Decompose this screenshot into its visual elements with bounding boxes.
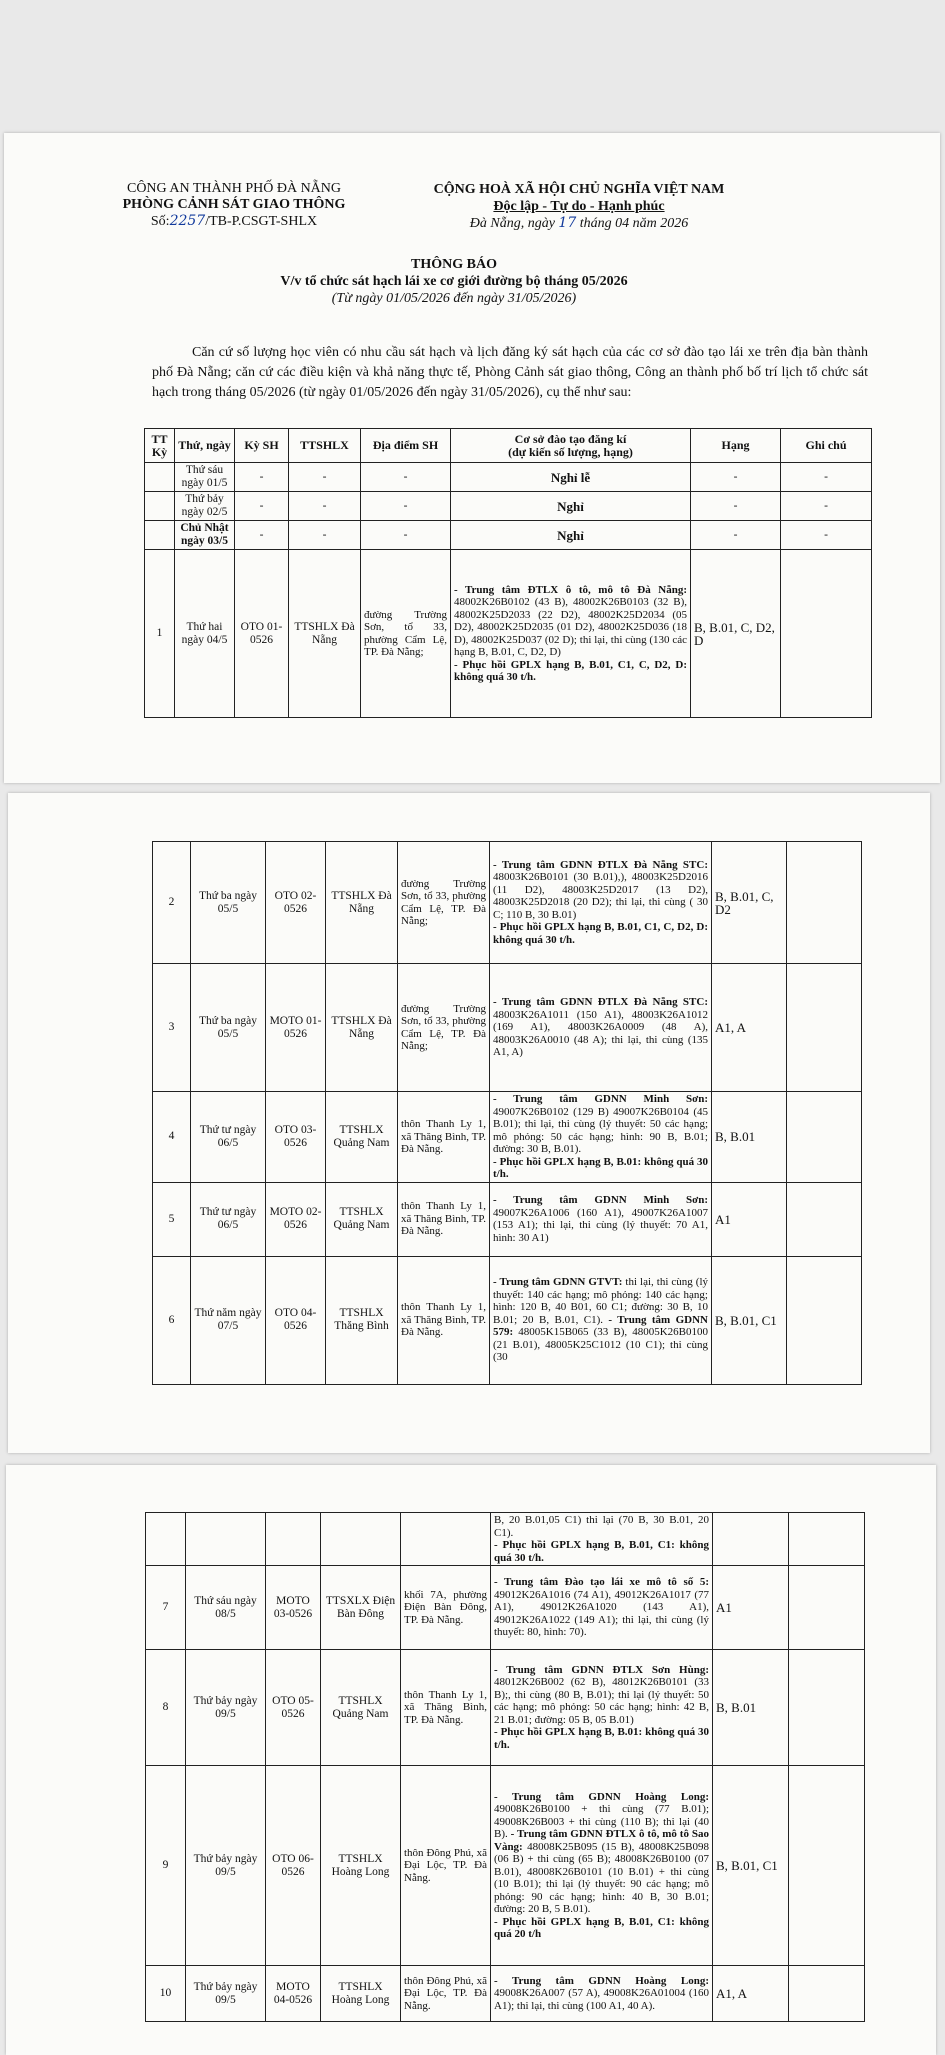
nation-name: CỘNG HOÀ XÃ HỘI CHỦ NGHĨA VIỆT NAM xyxy=(433,182,725,197)
cell-code: MOTO 02-0526 xyxy=(266,1182,326,1256)
cell-school xyxy=(490,964,712,1092)
cell-location: đường Trường Sơn, tổ 33, phường Cẩm Lệ, TP. Đà Nẵng; xyxy=(361,550,451,718)
cell-center: - xyxy=(289,463,361,492)
cell-school xyxy=(451,550,691,718)
col-tt: TT Kỳ xyxy=(145,429,175,463)
cell-location: thôn Thanh Ly 1, xã Thăng Bình, TP. Đà Nẵng. xyxy=(398,1182,490,1256)
cell-location: thôn Đông Phú, xã Đại Lộc, TP. Đà Nẵng. xyxy=(401,1766,491,1966)
school-name: - Trung tâm GDNN ĐTLX Sơn Hùng: xyxy=(494,1663,709,1676)
school-name-2: - Trung tâm GDNN ĐTLX ô tô, mô tô Sao Vàng: xyxy=(494,1828,709,1853)
cell-tt: 4 xyxy=(153,1092,191,1183)
cell-tt: 1 xyxy=(145,550,175,718)
cell-class: B, B.01, C, D2, D xyxy=(691,550,781,718)
cell-center: TTSHLX Thăng Bình xyxy=(326,1256,398,1384)
cell-school: Nghỉ lễ xyxy=(451,463,691,492)
document-date xyxy=(379,215,779,232)
school-detail: 49012K26A1016 (74 A1), 49012K26A1017 (77 A1), 49012K26A1020 (143 A1), 49012K26A1022 (149 A1); thi lại, thi cùng (lý thuyết: 80, hình: 70). xyxy=(494,1588,709,1639)
col-code: Kỳ SH xyxy=(235,429,289,463)
cell-note xyxy=(789,1650,865,1766)
cell-class: A1, A xyxy=(713,1966,789,2022)
restore-note: - Phục hồi GPLX hạng B, B.01, C1, C, D2, D: không quá 30 t/h. xyxy=(454,658,687,683)
cell-code: - xyxy=(235,492,289,521)
cell-note: - xyxy=(781,492,872,521)
cell-class: B, B.01, C1 xyxy=(712,1256,787,1384)
cell-class: A1, A xyxy=(712,964,787,1092)
agency-header xyxy=(114,181,354,230)
school-detail: 48003K26A1011 (150 A1), 48003K26A1012 (169 A1), 48003K26A0009 (48 A), 48003K26A0010 (48 A); thi lại, thi cùng (135 A1, A) xyxy=(493,1008,708,1059)
cell-tt: 7 xyxy=(146,1566,186,1650)
intro-text: Căn cứ số lượng học viên có nhu cầu sát hạch và lịch đăng ký sát hạch của các cơ sở đào tạo lái xe trên địa bàn thành phố Đà Nẵng; căn cứ các điều kiện và khả năng thực tế, Phòng Cảnh sát giao thông, Công an thành phố bố trí lịch tổ chức sát hạch trong tháng 05/2026 (từ ngày 01/05/2026 đến ngày 31/05/2026), cụ thể như sau: xyxy=(152,345,868,400)
cell-school: Nghỉ xyxy=(451,521,691,550)
cell-school xyxy=(491,1513,713,1566)
school-detail: 48003K26B0101 (30 B.01),), 48003K25D2016 (11 D2), 48003K25D2017 (13 D2), 48003K25D2018 (20 D2); thi lại, thi cùng ( 30 C; 110 B, 30 B.01) xyxy=(493,871,708,921)
cell-tt: 3 xyxy=(153,964,191,1092)
cell-tt: 6 xyxy=(153,1256,191,1384)
schedule-table-part-2 xyxy=(152,841,862,1385)
school-detail: 49008K26A007 (57 A), 49008K26A01004 (160 A1); thi lại, thi cùng (100 A1, 40 A). xyxy=(494,1987,709,2012)
cell-school xyxy=(490,1092,712,1183)
cell-location: đường Trường Sơn, tổ 33, phường Cẩm Lệ, TP. Đà Nẵng; xyxy=(398,964,490,1092)
cell-class: B, B.01 xyxy=(712,1092,787,1183)
cell-center: TTSHLX Quảng Nam xyxy=(321,1650,401,1766)
date-day-handwritten: 17 xyxy=(558,215,577,231)
school-detail: B, 20 B.01,05 C1) thi lại (70 B, 30 B.01, 20 C1). xyxy=(494,1514,709,1539)
cell-center: TTSHLX Đà Nẵng xyxy=(326,842,398,964)
cell-note xyxy=(787,1182,862,1256)
notice-period: (Từ ngày 01/05/2026 đến ngày 31/05/2026) xyxy=(331,291,577,306)
col-school xyxy=(451,429,691,463)
cell-note xyxy=(789,1766,865,1966)
cell-day: Thứ bảy ngày 02/5 xyxy=(175,492,235,521)
table-row xyxy=(145,463,872,492)
cell-code: - xyxy=(235,521,289,550)
cell-school xyxy=(490,1182,712,1256)
cell-location: thôn Thanh Ly 1, xã Thăng Bình, TP. Đà Nẵng. xyxy=(401,1650,491,1766)
col-note: Ghi chú xyxy=(781,429,872,463)
schedule-table-part-1 xyxy=(144,428,872,718)
cell-school: Nghỉ xyxy=(451,492,691,521)
cell-note xyxy=(787,1092,862,1183)
cell-location: - xyxy=(361,492,451,521)
cell-school xyxy=(490,842,712,964)
table-row xyxy=(153,1182,862,1256)
cell-day: Chủ Nhật ngày 03/5 xyxy=(175,521,235,550)
school-detail: 49007K26B0102 (129 B) 49007K26B0104 (45 B.01); thi lại, thi cùng (lý thuyết: 50 các hạng; mô phỏng: 50 các hạng; hình: 90 B, B.01; đường: 30 B, B.01). xyxy=(493,1105,708,1155)
table-row xyxy=(146,1766,865,1966)
table-header-row xyxy=(145,429,872,463)
doc-number-handwritten: 2257 xyxy=(169,213,206,229)
document-number xyxy=(114,213,354,230)
school-name: - Trung tâm GDNN Hoàng Long: xyxy=(494,1974,709,1987)
intro-paragraph xyxy=(152,343,868,403)
cell-day: Thứ ba ngày 05/5 xyxy=(191,964,266,1092)
cell-day: Thứ năm ngày 07/5 xyxy=(191,1256,266,1384)
cell-day: Thứ ba ngày 05/5 xyxy=(191,842,266,964)
notice-title xyxy=(154,256,754,307)
school-name-2: - Trung tâm GDNN 579: xyxy=(493,1313,708,1339)
table-row xyxy=(146,1566,865,1650)
agency-line-2: PHÒNG CẢNH SÁT GIAO THÔNG xyxy=(122,197,346,212)
restore-note: - Phục hồi GPLX hạng B, B.01, C1: không quá 20 t/h xyxy=(494,1915,709,1940)
cell-tt: 10 xyxy=(146,1966,186,2022)
doc-number-prefix: Số: xyxy=(150,214,170,229)
col-school-subtitle: (dự kiến số lượng, hạng) xyxy=(508,444,633,459)
table-row xyxy=(146,1513,865,1566)
school-detail: thi lại, thi cùng (lý thuyết: 140 các hạng; mô phỏng: 140 các hạng; hình: 120 B, 40 B01, 60 C1; đường: 30 B, 10 B.01; 20 B, B.01, C1). xyxy=(493,1276,708,1326)
cell-note xyxy=(787,1256,862,1384)
cell-code: MOTO 03-0526 xyxy=(266,1566,321,1650)
cell-code: OTO 03-0526 xyxy=(266,1092,326,1183)
table-row xyxy=(153,842,862,964)
cell-center: TTSHLX Hoàng Long xyxy=(321,1766,401,1966)
cell-class: A1 xyxy=(712,1182,787,1256)
notice-subject: V/v tổ chức sát hạch lái xe cơ giới đường bộ tháng 05/2026 xyxy=(280,274,628,289)
cell-center: TTSHLX Quảng Nam xyxy=(326,1182,398,1256)
cell-class: - xyxy=(691,492,781,521)
cell-day: Thứ tư ngày 06/5 xyxy=(191,1182,266,1256)
school-name: - Trung tâm GDNN ĐTLX Đà Nẵng STC: xyxy=(493,996,708,1009)
col-school-title: Cơ sở đào tạo đăng kí xyxy=(514,431,627,446)
school-name: - Trung tâm ĐTLX ô tô, mô tô Đà Nẵng: xyxy=(454,583,687,596)
cell-tt: 9 xyxy=(146,1766,186,1966)
cell-location: thôn Đông Phú, xã Đại Lộc, TP. Đà Nẵng. xyxy=(401,1966,491,2022)
cell-tt: 5 xyxy=(153,1182,191,1256)
col-location: Địa điểm SH xyxy=(361,429,451,463)
notice-heading: THÔNG BÁO xyxy=(411,257,497,272)
cell-day: Thứ bảy ngày 09/5 xyxy=(186,1766,266,1966)
cell-code: OTO 02-0526 xyxy=(266,842,326,964)
col-center: TTSHLX xyxy=(289,429,361,463)
document-page-3 xyxy=(6,1465,936,2055)
cell-center: - xyxy=(289,492,361,521)
cell-center: TTSHLX Đà Nẵng xyxy=(289,550,361,718)
agency-line-1: CÔNG AN THÀNH PHỐ ĐÀ NẴNG xyxy=(126,181,342,196)
cell-location: khối 7A, phường Điện Bàn Đông, TP. Đà Nẵng. xyxy=(401,1566,491,1650)
cell-class: B, B.01 xyxy=(713,1650,789,1766)
table-row xyxy=(153,1256,862,1384)
table-row xyxy=(153,1092,862,1183)
cell-class: B, B.01, C1 xyxy=(713,1766,789,1966)
restore-note: - Phục hồi GPLX hạng B, B.01: không quá 30 t/h. xyxy=(494,1726,709,1751)
cell-center: TTSXLX Điện Bàn Đông xyxy=(321,1566,401,1650)
cell-location: thôn Thanh Ly 1, xã Thăng Bình, TP. Đà Nẵng. xyxy=(398,1092,490,1183)
nation-header xyxy=(379,181,779,232)
school-name: - Trung tâm GDNN Minh Sơn: xyxy=(493,1093,708,1105)
cell-code: OTO 01-0526 xyxy=(235,550,289,718)
doc-number-suffix: /TB-P.CSGT-SHLX xyxy=(205,214,318,229)
date-prefix: Đà Nẵng, ngày xyxy=(469,216,555,231)
cell-code: OTO 06-0526 xyxy=(266,1766,321,1966)
cell-code: - xyxy=(235,463,289,492)
national-motto: Độc lập - Tự do - Hạnh phúc xyxy=(493,199,665,214)
cell-day: Thứ sáu ngày 01/5 xyxy=(175,463,235,492)
date-suffix: tháng 04 năm 2026 xyxy=(579,216,689,231)
school-detail-2: 48008K25B095 (15 B), 48008K25B098 (06 B) + thi cùng (65 B); 48008K26B0100 (07 B.01), 48008K26B0101 (10 B.01) + thi cùng (10 B.01); thi lại (lý thuyết: 90 các hạng; mô phỏng: 90 các hạng; hình: 40 B, 30 B.01; đường: 20 B, 5 B.01). xyxy=(494,1840,709,1915)
school-detail: 48002K26B0102 (43 B), 48002K26B0103 (32 B), 48002K25D2033 (22 D2), 48002K25D2034 (05 D2), 48002K25D2035 (01 D2), 48002K25D036 (18 D), 48002K25D037 (02 D); thi lại, thi cùng (130 các hạng B, B.01, C, D2, D) xyxy=(454,596,687,658)
table-row xyxy=(145,550,872,718)
cell-class: A1 xyxy=(713,1566,789,1650)
table-row xyxy=(146,1650,865,1766)
cell-center: - xyxy=(289,521,361,550)
cell-school xyxy=(491,1566,713,1650)
school-detail: 49008K26B0100 + thi cùng (77 B.01); 49008K26B003 + thi cùng (110 B); thi lại (40 B). xyxy=(494,1803,709,1840)
cell-code: OTO 04-0526 xyxy=(266,1256,326,1384)
cell-school xyxy=(491,1966,713,2022)
cell-school xyxy=(491,1650,713,1766)
cell-day: Thứ tư ngày 06/5 xyxy=(191,1092,266,1183)
cell-tt: 2 xyxy=(153,842,191,964)
cell-location: - xyxy=(361,521,451,550)
cell-note xyxy=(789,1966,865,2022)
table-row xyxy=(153,964,862,1092)
school-name: - Trung tâm GDNN Minh Sơn: xyxy=(493,1194,708,1206)
cell-school xyxy=(490,1256,712,1384)
school-name: - Trung tâm GDNN ĐTLX Đà Nẵng STC: xyxy=(493,858,708,871)
cell-class: - xyxy=(691,463,781,492)
cell-school xyxy=(491,1766,713,1966)
col-day: Thứ, ngày xyxy=(175,429,235,463)
school-detail: 49007K26A1006 (160 A1), 49007K26A1007 (153 A1); thi lại, thi cùng (lý thuyết: 70 A1, hình: 30 A1) xyxy=(493,1206,708,1244)
cell-note xyxy=(789,1566,865,1650)
cell-center: TTSHLX Hoàng Long xyxy=(321,1966,401,2022)
cell-tt: 8 xyxy=(146,1650,186,1766)
cell-class: - xyxy=(691,521,781,550)
restore-note: - Phục hồi GPLX hạng B, B.01, C1: không quá 30 t/h. xyxy=(494,1539,709,1564)
cell-location: - xyxy=(361,463,451,492)
document-page-1 xyxy=(4,133,940,783)
cell-code: OTO 05-0526 xyxy=(266,1650,321,1766)
cell-note: - xyxy=(781,463,872,492)
cell-day: Thứ bảy ngày 09/5 xyxy=(186,1650,266,1766)
table-row xyxy=(146,1966,865,2022)
school-detail-2: 48005K15B065 (33 B), 48005K26B0100 (21 B.01), 48005K25C1012 (10 C1); thi cùng (30 xyxy=(493,1326,708,1364)
table-row xyxy=(145,492,872,521)
school-name: - Trung tâm Đào tạo lái xe mô tô số 5: xyxy=(494,1576,709,1589)
cell-class: B, B.01, C, D2 xyxy=(712,842,787,964)
cell-day: Thứ sáu ngày 08/5 xyxy=(186,1566,266,1650)
school-detail: 48012K26B002 (62 B), 48012K26B0101 (33 B);, thi cùng (80 B, B.01); thi lại (lý thuyết: 50 các hạng; mô phỏng: 50 các hạng; hình: 42 B, 21 B.01; đường: 05 B, 05 B.01) xyxy=(494,1676,709,1726)
table-row xyxy=(145,521,872,550)
cell-center: TTSHLX Quảng Nam xyxy=(326,1092,398,1183)
cell-note xyxy=(781,550,872,718)
cell-day: Thứ bảy ngày 09/5 xyxy=(186,1966,266,2022)
restore-note: - Phục hồi GPLX hạng B, B.01, C1, C, D2, D: không quá 30 t/h. xyxy=(493,921,708,946)
cell-code: MOTO 01-0526 xyxy=(266,964,326,1092)
cell-day: Thứ hai ngày 04/5 xyxy=(175,550,235,718)
cell-note xyxy=(787,842,862,964)
document-page-2 xyxy=(8,793,930,1453)
cell-location: thôn Thanh Ly 1, xã Thăng Bình, TP. Đà Nẵng. xyxy=(398,1256,490,1384)
school-name: - Trung tâm GDNN GTVT: xyxy=(493,1276,623,1289)
cell-note: - xyxy=(781,521,872,550)
schedule-table-part-3 xyxy=(145,1512,865,2022)
school-name: - Trung tâm GDNN Hoàng Long: xyxy=(494,1790,709,1803)
cell-code: MOTO 04-0526 xyxy=(266,1966,321,2022)
col-class: Hạng xyxy=(691,429,781,463)
cell-center: TTSHLX Đà Nẵng xyxy=(326,964,398,1092)
cell-location: đường Trường Sơn, tổ 33, phường Cẩm Lệ, TP. Đà Nẵng; xyxy=(398,842,490,964)
restore-note: - Phục hồi GPLX hạng B, B.01: không quá 30 t/h. xyxy=(493,1155,708,1180)
cell-note xyxy=(787,964,862,1092)
